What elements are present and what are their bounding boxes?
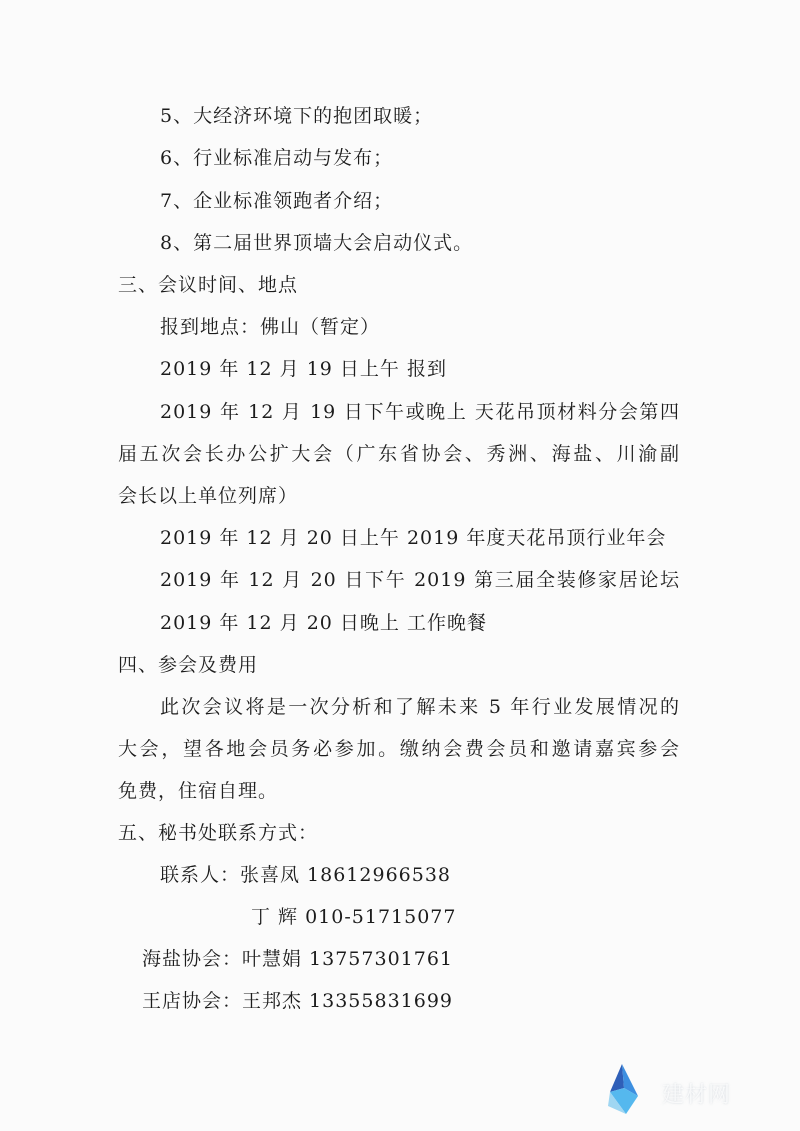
schedule-19-afternoon-line1: 2019 年 12 月 19 日下午或晚上 天花吊顶材料分会第四 <box>160 401 680 423</box>
schedule-19-afternoon-line2: 届五次会长办公扩大会（广东省协会、秀洲、海盐、川渝副 <box>118 443 680 465</box>
contact-line-wangdian: 王店协会：王邦杰 13355831699 <box>142 990 454 1012</box>
section-heading-fees: 四、参会及费用 <box>118 654 259 676</box>
agenda-item-8: 8、第二届世界顶墙大会启动仪式。 <box>160 232 474 254</box>
agenda-item-5: 5、大经济环境下的抱团取暖； <box>160 105 434 127</box>
schedule-19-afternoon-line3: 会长以上单位列席） <box>118 485 299 507</box>
agenda-item-7: 7、企业标准领跑者介绍； <box>160 190 394 212</box>
fees-paragraph-line2: 大会，望各地会员务必参加。缴纳会费会员和邀请嘉宾参会 <box>118 738 680 760</box>
logo-prism-icon <box>604 1062 654 1118</box>
contact-line-haiyan: 海盐协会：叶慧娟 13757301761 <box>142 948 454 970</box>
schedule-20-evening: 2019 年 12 月 20 日晚上 工作晚餐 <box>160 612 487 634</box>
watermark <box>604 1062 784 1118</box>
section-heading-time-location: 三、会议时间、地点 <box>118 274 299 296</box>
section-heading-contacts: 五、秘书处联系方式： <box>118 822 319 844</box>
fees-paragraph-line3: 免费，住宿自理。 <box>118 780 279 802</box>
schedule-19-morning: 2019 年 12 月 19 日上午 报到 <box>160 358 447 380</box>
watermark-text: 建材网 <box>662 1083 732 1108</box>
agenda-item-6: 6、行业标准启动与发布； <box>160 147 394 169</box>
contact-line-1: 联系人：张喜凤 18612966538 <box>160 864 452 886</box>
registration-location: 报到地点：佛山（暂定） <box>160 316 381 338</box>
schedule-20-afternoon: 2019 年 12 月 20 日下午 2019 第三届全装修家居论坛 <box>160 569 680 591</box>
fees-paragraph-line1: 此次会议将是一次分析和了解未来 5 年行业发展情况的 <box>160 696 680 718</box>
contact-line-2: 丁 辉 010-51715077 <box>251 906 457 928</box>
schedule-20-morning: 2019 年 12 月 20 日上午 2019 年度天花吊顶行业年会 <box>160 527 667 549</box>
